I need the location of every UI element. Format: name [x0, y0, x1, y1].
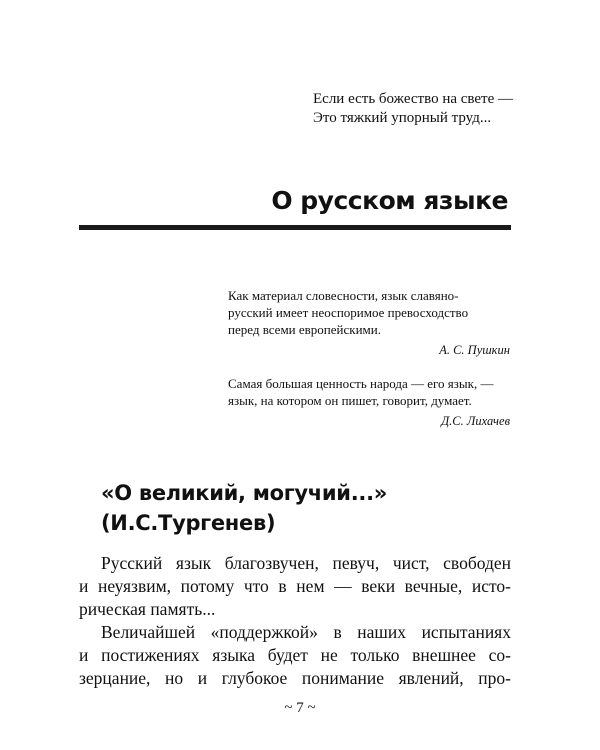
section-title-line: (И.С.Тургенев) — [101, 511, 276, 535]
quote-line: перед всеми европейскими. — [228, 322, 381, 337]
epigraph-line: Это тяжкий упорный труд... — [313, 110, 492, 126]
text-line: Величайшей «поддержкой» в наших испытаниях — [101, 622, 511, 642]
chapter-title: О русском языке — [271, 186, 508, 215]
text-line: и неуязвим, потому что в нем — веки вечные, исто- — [79, 576, 511, 596]
page-number: ~ 7 ~ — [284, 700, 316, 716]
quote-pushkin — [228, 287, 510, 359]
quote-author: Д.С. Лихачев — [441, 414, 510, 428]
quote-likhachev — [228, 375, 510, 430]
section-title — [101, 478, 387, 538]
section-title-line: «О великий, могучий...» — [101, 481, 388, 505]
quote-line: Самая большая ценность народа — его язык, — — [228, 376, 494, 391]
quote-author: А. С. Пушкин — [439, 343, 510, 357]
text-line: Русский язык благозвучен, певуч, чист, свободен — [101, 553, 511, 573]
quote-line: русский имеет неоспоримое превосходство — [228, 305, 469, 320]
text-line: зерцание, но и глубокое понимание явлений, про- — [79, 668, 511, 688]
title-divider — [79, 225, 511, 230]
quote-line: Как материал словесности, язык славяно- — [228, 288, 459, 303]
body-text — [79, 552, 511, 690]
text-line: и постижениях языка будет не только внешнее со- — [79, 645, 511, 665]
paragraph — [79, 621, 511, 690]
epigraph-line: Если есть божество на свете — — [313, 91, 514, 107]
quote-line: язык, на котором он пишет, говорит, думает. — [228, 393, 472, 408]
epigraph — [313, 90, 513, 128]
paragraph — [79, 552, 511, 621]
text-line: рическая память... — [79, 599, 216, 619]
